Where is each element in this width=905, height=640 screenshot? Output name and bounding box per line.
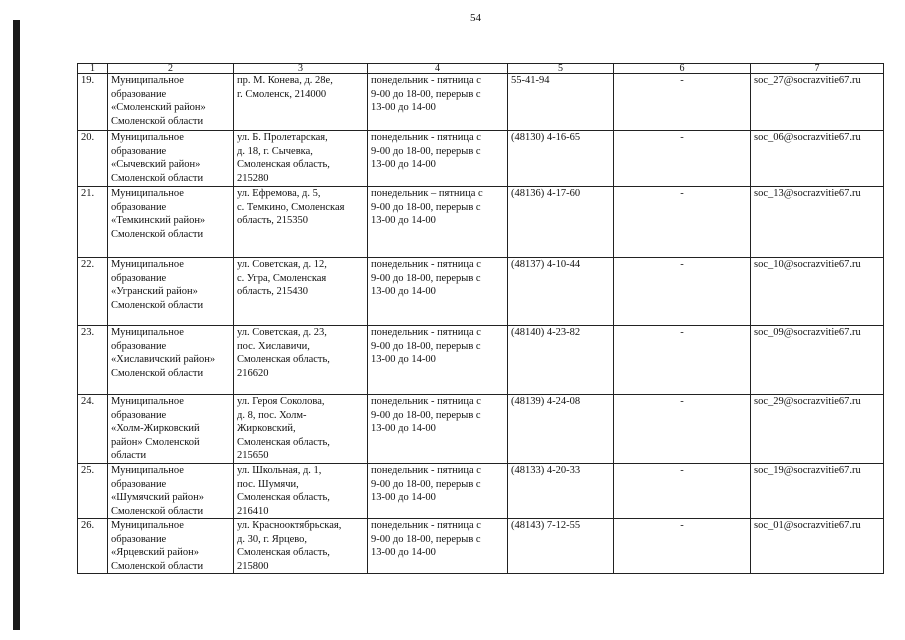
email: soc_01@socrazvitie67.ru	[751, 519, 884, 574]
fax-dash: -	[614, 464, 751, 519]
working-hours: понедельник - пятница с 9-00 до 18-00, перерыв с 13-00 до 14-00	[368, 74, 508, 131]
table-row	[78, 74, 884, 131]
column-number: 5	[508, 64, 614, 74]
email: soc_13@socrazvitie67.ru	[751, 187, 884, 258]
phone: (48143) 7-12-55	[508, 519, 614, 574]
fax-dash: -	[614, 258, 751, 326]
row-number: 22.	[78, 258, 108, 326]
table-row	[78, 258, 884, 326]
phone: (48130) 4-16-65	[508, 131, 614, 187]
organization-name: Муниципальное образование «Угранский район» Смоленской области	[108, 258, 234, 326]
organization-name: Муниципальное образование «Смоленский район» Смоленской области	[108, 74, 234, 131]
organization-name: Муниципальное образование «Ярцевский район» Смоленской области	[108, 519, 234, 574]
column-number: 7	[751, 64, 884, 74]
fax-dash: -	[614, 519, 751, 574]
fax-dash: -	[614, 131, 751, 187]
email: soc_10@socrazvitie67.ru	[751, 258, 884, 326]
fax-dash: -	[614, 74, 751, 131]
address: ул. Школьная, д. 1, пос. Шумячи, Смоленская область, 216410	[234, 464, 368, 519]
organization-name: Муниципальное образование «Шумячский район» Смоленской области	[108, 464, 234, 519]
phone: (48133) 4-20-33	[508, 464, 614, 519]
row-number: 23.	[78, 326, 108, 395]
phone: (48136) 4-17-60	[508, 187, 614, 258]
fax-dash: -	[614, 326, 751, 395]
email: soc_06@socrazvitie67.ru	[751, 131, 884, 187]
row-number: 21.	[78, 187, 108, 258]
column-number: 6	[614, 64, 751, 74]
row-number: 20.	[78, 131, 108, 187]
column-number: 1	[78, 64, 108, 74]
organization-name: Муниципальное образование «Сычевский район» Смоленской области	[108, 131, 234, 187]
scan-edge-bar	[13, 20, 20, 630]
address: ул. Б. Пролетарская, д. 18, г. Сычевка, Смоленская область, 215280	[234, 131, 368, 187]
working-hours: понедельник - пятница с 9-00 до 18-00, перерыв с 13-00 до 14-00	[368, 131, 508, 187]
email: soc_09@socrazvitie67.ru	[751, 326, 884, 395]
phone: (48140) 4-23-82	[508, 326, 614, 395]
offices-table	[77, 63, 884, 574]
table-row	[78, 326, 884, 395]
phone: (48137) 4-10-44	[508, 258, 614, 326]
page-number: 54	[470, 12, 481, 24]
address: ул. Героя Соколова, д. 8, пос. Холм- Жирковский, Смоленская область, 215650	[234, 395, 368, 464]
organization-name: Муниципальное образование «Хиславичский район» Смоленской области	[108, 326, 234, 395]
working-hours: понедельник - пятница с 9-00 до 18-00, перерыв с 13-00 до 14-00	[368, 519, 508, 574]
row-number: 26.	[78, 519, 108, 574]
row-number: 25.	[78, 464, 108, 519]
fax-dash: -	[614, 395, 751, 464]
row-number: 19.	[78, 74, 108, 131]
address: пр. М. Конева, д. 28е, г. Смоленск, 214000	[234, 74, 368, 131]
table-row	[78, 395, 884, 464]
table-row	[78, 464, 884, 519]
working-hours: понедельник – пятница с 9-00 до 18-00, перерыв с 13-00 до 14-00	[368, 187, 508, 258]
email: soc_27@socrazvitie67.ru	[751, 74, 884, 131]
address: ул. Советская, д. 23, пос. Хиславичи, Смоленская область, 216620	[234, 326, 368, 395]
email: soc_29@socrazvitie67.ru	[751, 395, 884, 464]
phone: 55-41-94	[508, 74, 614, 131]
phone: (48139) 4-24-08	[508, 395, 614, 464]
organization-name: Муниципальное образование «Холм-Жирковский район» Смоленской области	[108, 395, 234, 464]
organization-name: Муниципальное образование «Темкинский район» Смоленской области	[108, 187, 234, 258]
fax-dash: -	[614, 187, 751, 258]
column-number: 2	[108, 64, 234, 74]
address: ул. Краснооктябрьская, д. 30, г. Ярцево, Смоленская область, 215800	[234, 519, 368, 574]
working-hours: понедельник - пятница с 9-00 до 18-00, перерыв с 13-00 до 14-00	[368, 258, 508, 326]
working-hours: понедельник - пятница с 9-00 до 18-00, перерыв с 13-00 до 14-00	[368, 395, 508, 464]
table-row	[78, 519, 884, 574]
email: soc_19@socrazvitie67.ru	[751, 464, 884, 519]
working-hours: понедельник - пятница с 9-00 до 18-00, перерыв с 13-00 до 14-00	[368, 464, 508, 519]
address: ул. Ефремова, д. 5, с. Темкино, Смоленская область, 215350	[234, 187, 368, 258]
table-row	[78, 131, 884, 187]
column-number-row	[78, 64, 884, 74]
working-hours: понедельник - пятница с 9-00 до 18-00, перерыв с 13-00 до 14-00	[368, 326, 508, 395]
table-row	[78, 187, 884, 258]
address: ул. Советская, д. 12, с. Угра, Смоленская область, 215430	[234, 258, 368, 326]
row-number: 24.	[78, 395, 108, 464]
column-number: 3	[234, 64, 368, 74]
column-number: 4	[368, 64, 508, 74]
